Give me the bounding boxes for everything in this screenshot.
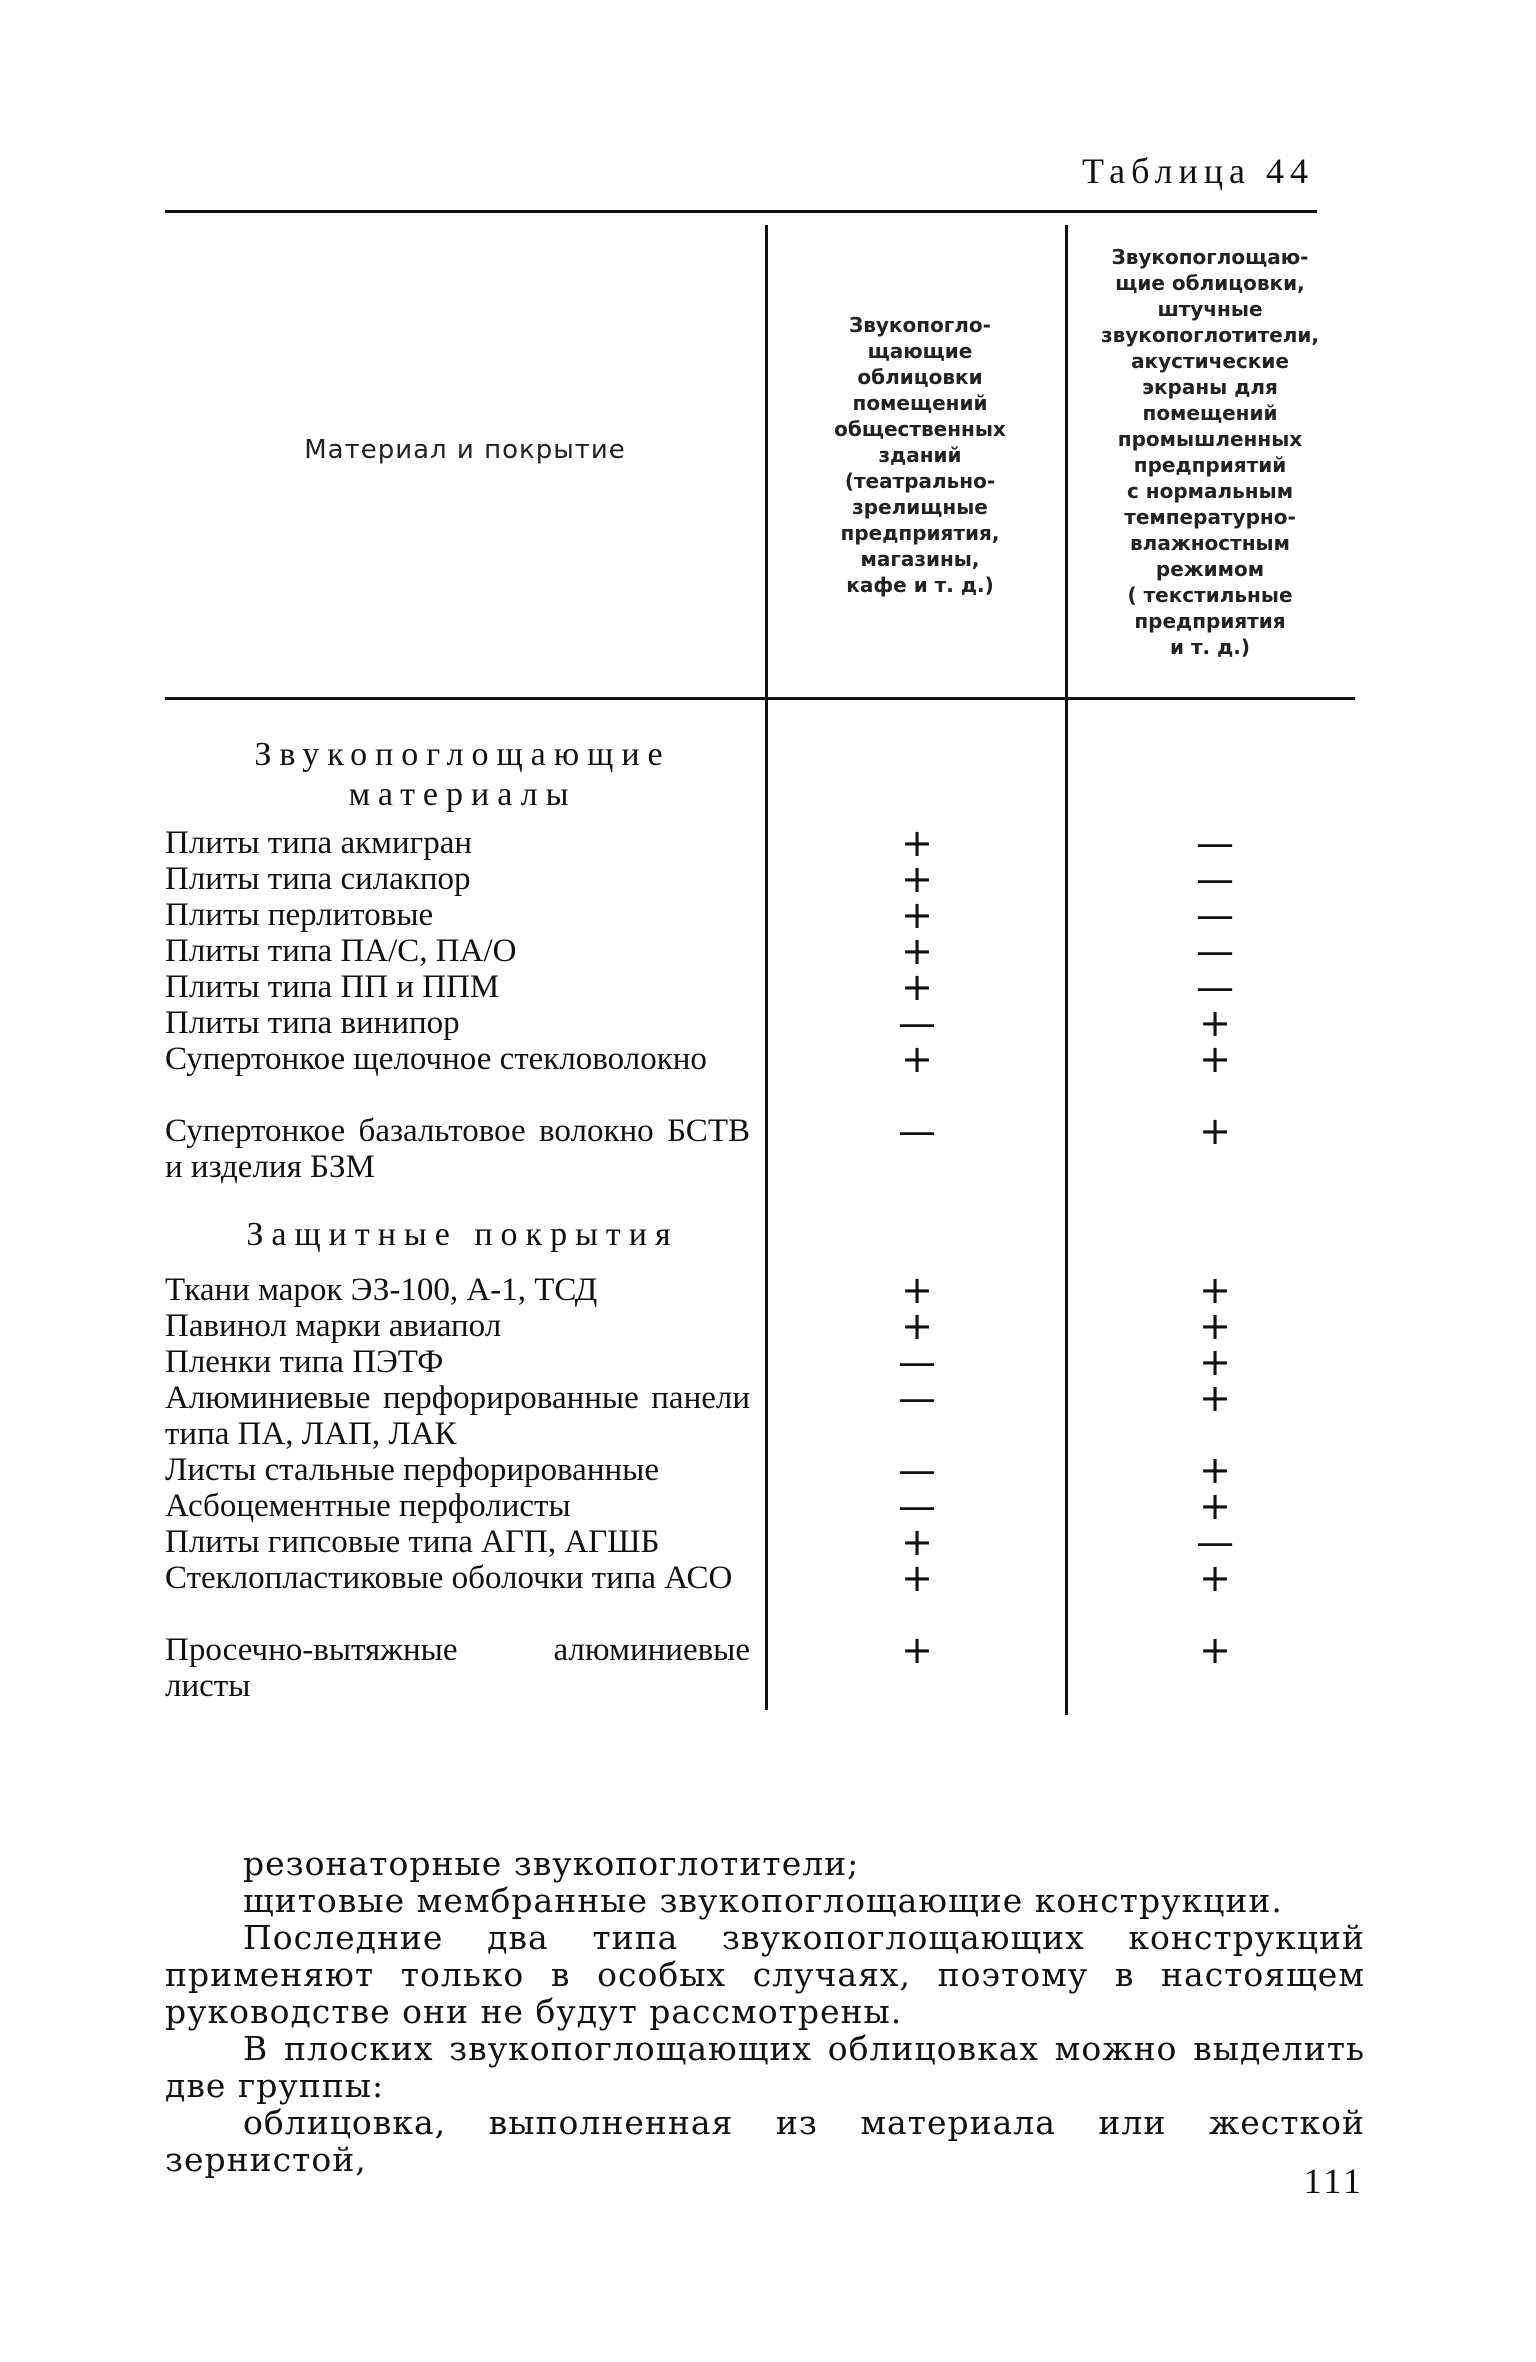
header-material: Материал и покрытие [304, 435, 626, 465]
row-material-name: Плиты типа ПП и ППМ [165, 969, 500, 1005]
row-mark-industrial: — [1196, 821, 1234, 865]
row-material-name: Плиты гипсовые типа АГП, АГШБ [165, 1524, 660, 1560]
row-material-name: Ткани марок ЭЗ-100, А-1, ТСД [165, 1272, 598, 1308]
row-mark-public: — [898, 1484, 936, 1528]
row-material-name: Асбоцементные перфолисты [165, 1488, 571, 1524]
body-paragraph: резонаторные звукопоглотители; [243, 1844, 860, 1883]
body-paragraph: облицовка, выполненная из материала или жесткой зернистой, [165, 2103, 1365, 2179]
row-mark-industrial: + [1199, 1268, 1231, 1312]
body-paragraph: Последние два типа звукопоглощающих конструкций применяют только в особых случаях, поэтому в настоящем руководстве они не будут рассмотрены. [165, 1918, 1365, 2031]
row-material-name: Стеклопластиковые оболочки типа АСО [165, 1560, 733, 1596]
row-material-name: Листы стальные перфорированные [165, 1452, 659, 1488]
row-mark-public: — [898, 1109, 936, 1153]
row-material-name: Просечно-вытяжные алюминиевые листы [165, 1632, 750, 1704]
row-mark-industrial: + [1199, 1376, 1231, 1420]
row-mark-industrial: + [1199, 1628, 1231, 1672]
row-mark-industrial: — [1196, 965, 1234, 1009]
row-mark-public: + [901, 1628, 933, 1672]
row-mark-public: + [901, 893, 933, 937]
row-mark-industrial: — [1196, 929, 1234, 973]
row-mark-public: + [901, 1268, 933, 1312]
row-mark-industrial: + [1199, 1109, 1231, 1153]
table-header-rule [165, 697, 1355, 700]
row-mark-public: + [901, 1304, 933, 1348]
row-mark-industrial: + [1199, 1556, 1231, 1600]
row-material-name: Павинол марки авиапол [165, 1308, 502, 1344]
table-column-divider-1 [765, 225, 768, 1710]
row-mark-industrial: + [1199, 1037, 1231, 1081]
row-mark-public: + [901, 965, 933, 1009]
row-material-name: Алюминиевые перфорированные панели типа ПА, ЛАП, ЛАК [165, 1380, 750, 1452]
header-industrial-buildings: Звукопоглощаю- щие облицовки, штучные звукопоглотители, акустические экраны для помещений промышленных предприятий с нормальным температурно- влажностным режимом ( текстильные предприятия и т. д.) [1100, 245, 1320, 659]
row-material-name: Пленки типа ПЭТФ [165, 1344, 444, 1380]
header-public-buildings: Звукопогло- щающие облицовки помещений общественных зданий (театрально- зрелищные предприятия, магазины, кафе и т. д.) [834, 313, 1006, 597]
section-title-protective-coatings: Защитные покрытия [246, 1216, 679, 1253]
row-mark-industrial: — [1196, 893, 1234, 937]
row-mark-public: — [898, 1376, 936, 1420]
row-mark-public: + [901, 1037, 933, 1081]
row-material-name: Супертонкое базальтовое волокно БСТВ и изделия БЗМ [165, 1113, 750, 1185]
row-material-name: Плиты типа винипор [165, 1005, 460, 1041]
row-mark-industrial: — [1196, 857, 1234, 901]
row-mark-industrial: + [1199, 1001, 1231, 1045]
row-mark-industrial: + [1199, 1448, 1231, 1492]
row-mark-public: + [901, 821, 933, 865]
row-mark-industrial: + [1199, 1484, 1231, 1528]
row-mark-industrial: + [1199, 1340, 1231, 1384]
row-material-name: Плиты типа силакпор [165, 861, 471, 897]
section-title-absorbing-materials: Звукопоглощающие материалы [254, 736, 671, 813]
table-top-rule [165, 210, 1317, 213]
row-mark-public: + [901, 1520, 933, 1564]
row-mark-public: + [901, 1556, 933, 1600]
table-caption: Таблица 44 [1082, 151, 1314, 191]
row-material-name: Плиты типа ПА/С, ПА/О [165, 933, 517, 969]
row-mark-public: — [898, 1340, 936, 1384]
body-text [165, 1845, 1365, 2178]
body-paragraph: В плоских звукопоглощающих облицовках можно выделить две группы: [165, 2029, 1365, 2105]
row-material-name: Плиты перлитовые [165, 897, 434, 933]
row-material-name: Плиты типа акмигран [165, 825, 473, 861]
row-mark-public: — [898, 1001, 936, 1045]
row-mark-industrial: + [1199, 1304, 1231, 1348]
row-mark-public: + [901, 857, 933, 901]
row-mark-public: + [901, 929, 933, 973]
row-mark-industrial: — [1196, 1520, 1234, 1564]
row-material-name: Супертонкое щелочное стекловолокно [165, 1041, 707, 1077]
table-column-divider-2 [1065, 225, 1068, 1715]
body-paragraph: щитовые мембранные звукопоглощающие конструкции. [243, 1881, 1283, 1920]
page-number: 111 [1303, 2161, 1364, 2201]
row-mark-public: — [898, 1448, 936, 1492]
